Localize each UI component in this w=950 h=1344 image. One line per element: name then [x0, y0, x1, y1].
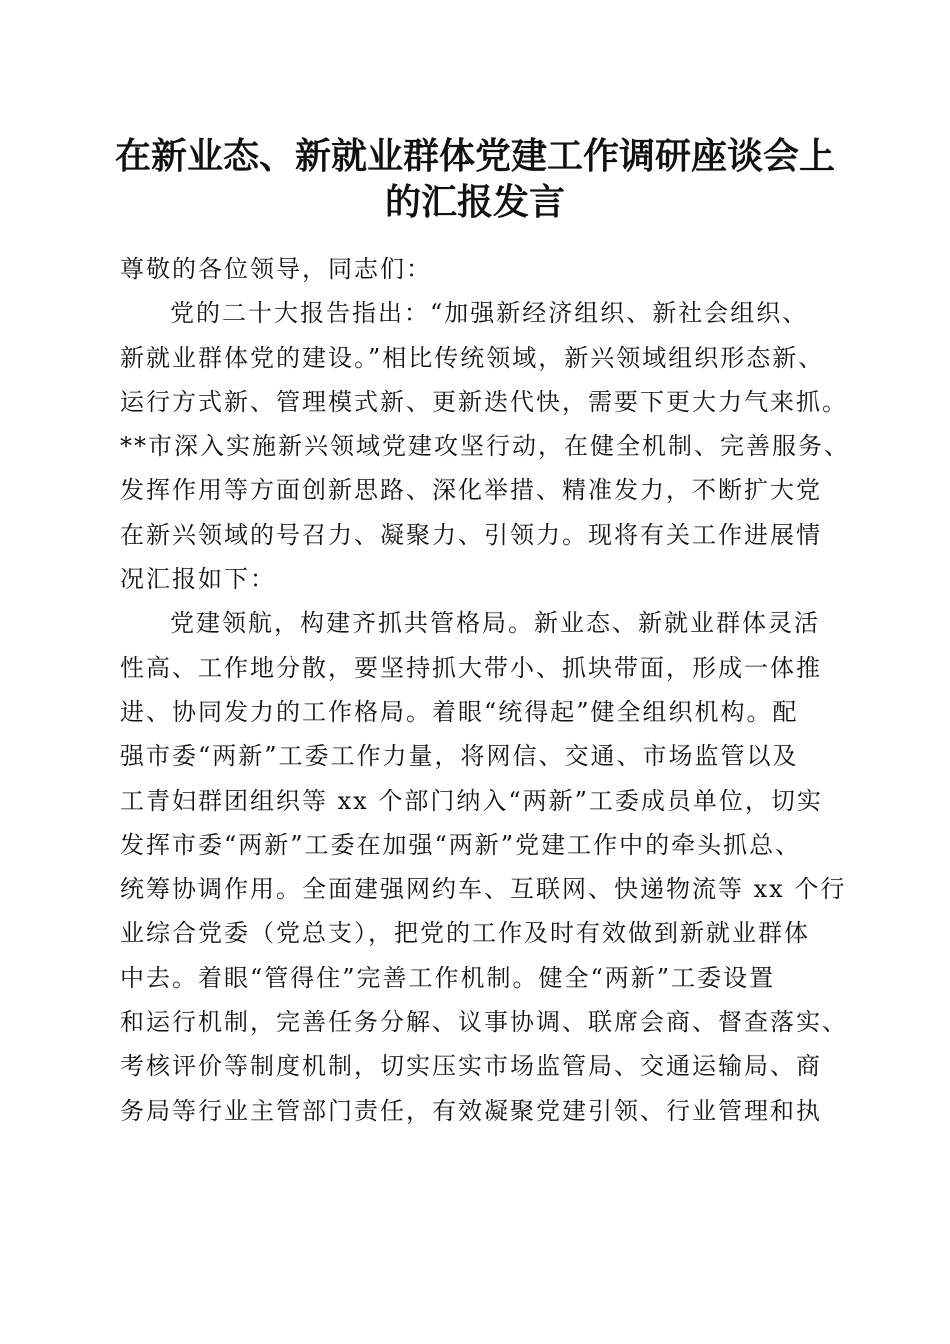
- paragraph-line: 业综合党委（党总支），把党的工作及时有效做到新就业群体: [120, 919, 810, 948]
- paragraph-2: [120, 601, 848, 1133]
- salutation: 尊敬的各位领导，同志们：: [120, 255, 432, 283]
- paragraph-line: 工青妇群团组织等 xx 个部门纳入“两新”工委成员单位，切实: [120, 786, 823, 815]
- document-body: [120, 247, 850, 1133]
- title-line-1: 在新业态、新就业群体党建工作调研座谈会上: [114, 135, 835, 177]
- paragraph-line: 党建领航，构建齐抓共管格局。新业态、新就业群体灵活: [170, 609, 820, 638]
- paragraph-line: 况汇报如下：: [120, 565, 276, 594]
- paragraph-line: 发挥市委“两新”工委在加强“两新”党建工作中的牵头抓总、: [120, 830, 802, 859]
- paragraph-line: 统筹协调作用。全面建强网约车、互联网、快递物流等 xx 个行: [120, 875, 847, 904]
- paragraph-line: 强市委“两新”工委工作力量，将网信、交通、市场监管以及: [120, 742, 799, 771]
- paragraph-line: 和运行机制，完善任务分解、议事协调、联席会商、督查落实、: [120, 1008, 848, 1037]
- paragraph-line: 在新兴领域的号召力、凝聚力、引领力。现将有关工作进展情: [120, 520, 822, 549]
- document-title: [100, 133, 850, 225]
- paragraph-1: [120, 291, 850, 601]
- paragraph-line: 考核评价等制度机制，切实压实市场监管局、交通运输局、商: [120, 1052, 822, 1081]
- paragraph-line: **市深入实施新兴领域党建攻坚行动，在健全机制、完善服务、: [120, 432, 850, 461]
- paragraph-line: 新就业群体党的建设。”相比传统领域，新兴领域组织形态新、: [120, 343, 825, 372]
- paragraph-line: 务局等行业主管部门责任，有效凝聚党建引领、行业管理和执: [120, 1096, 822, 1125]
- title-line-2: 的汇报发言: [384, 181, 565, 223]
- paragraph-line: 运行方式新、管理模式新、更新迭代快，需要下更大力气来抓。: [120, 387, 848, 416]
- paragraph-line: 进、协同发力的工作格局。着眼“统得起”健全组织机构。配: [120, 697, 799, 726]
- paragraph-line: 性高、工作地分散，要坚持抓大带小、抓块带面，形成一体推: [120, 653, 822, 682]
- paragraph-line: 中去。着眼“管得住”完善工作机制。健全“两新”工委设置: [120, 963, 776, 992]
- paragraph-line: 发挥作用等方面创新思路、深化举措、精准发力，不断扩大党: [120, 476, 822, 505]
- paragraph-line: 党的二十大报告指出：“加强新经济组织、新社会组织、: [170, 299, 809, 328]
